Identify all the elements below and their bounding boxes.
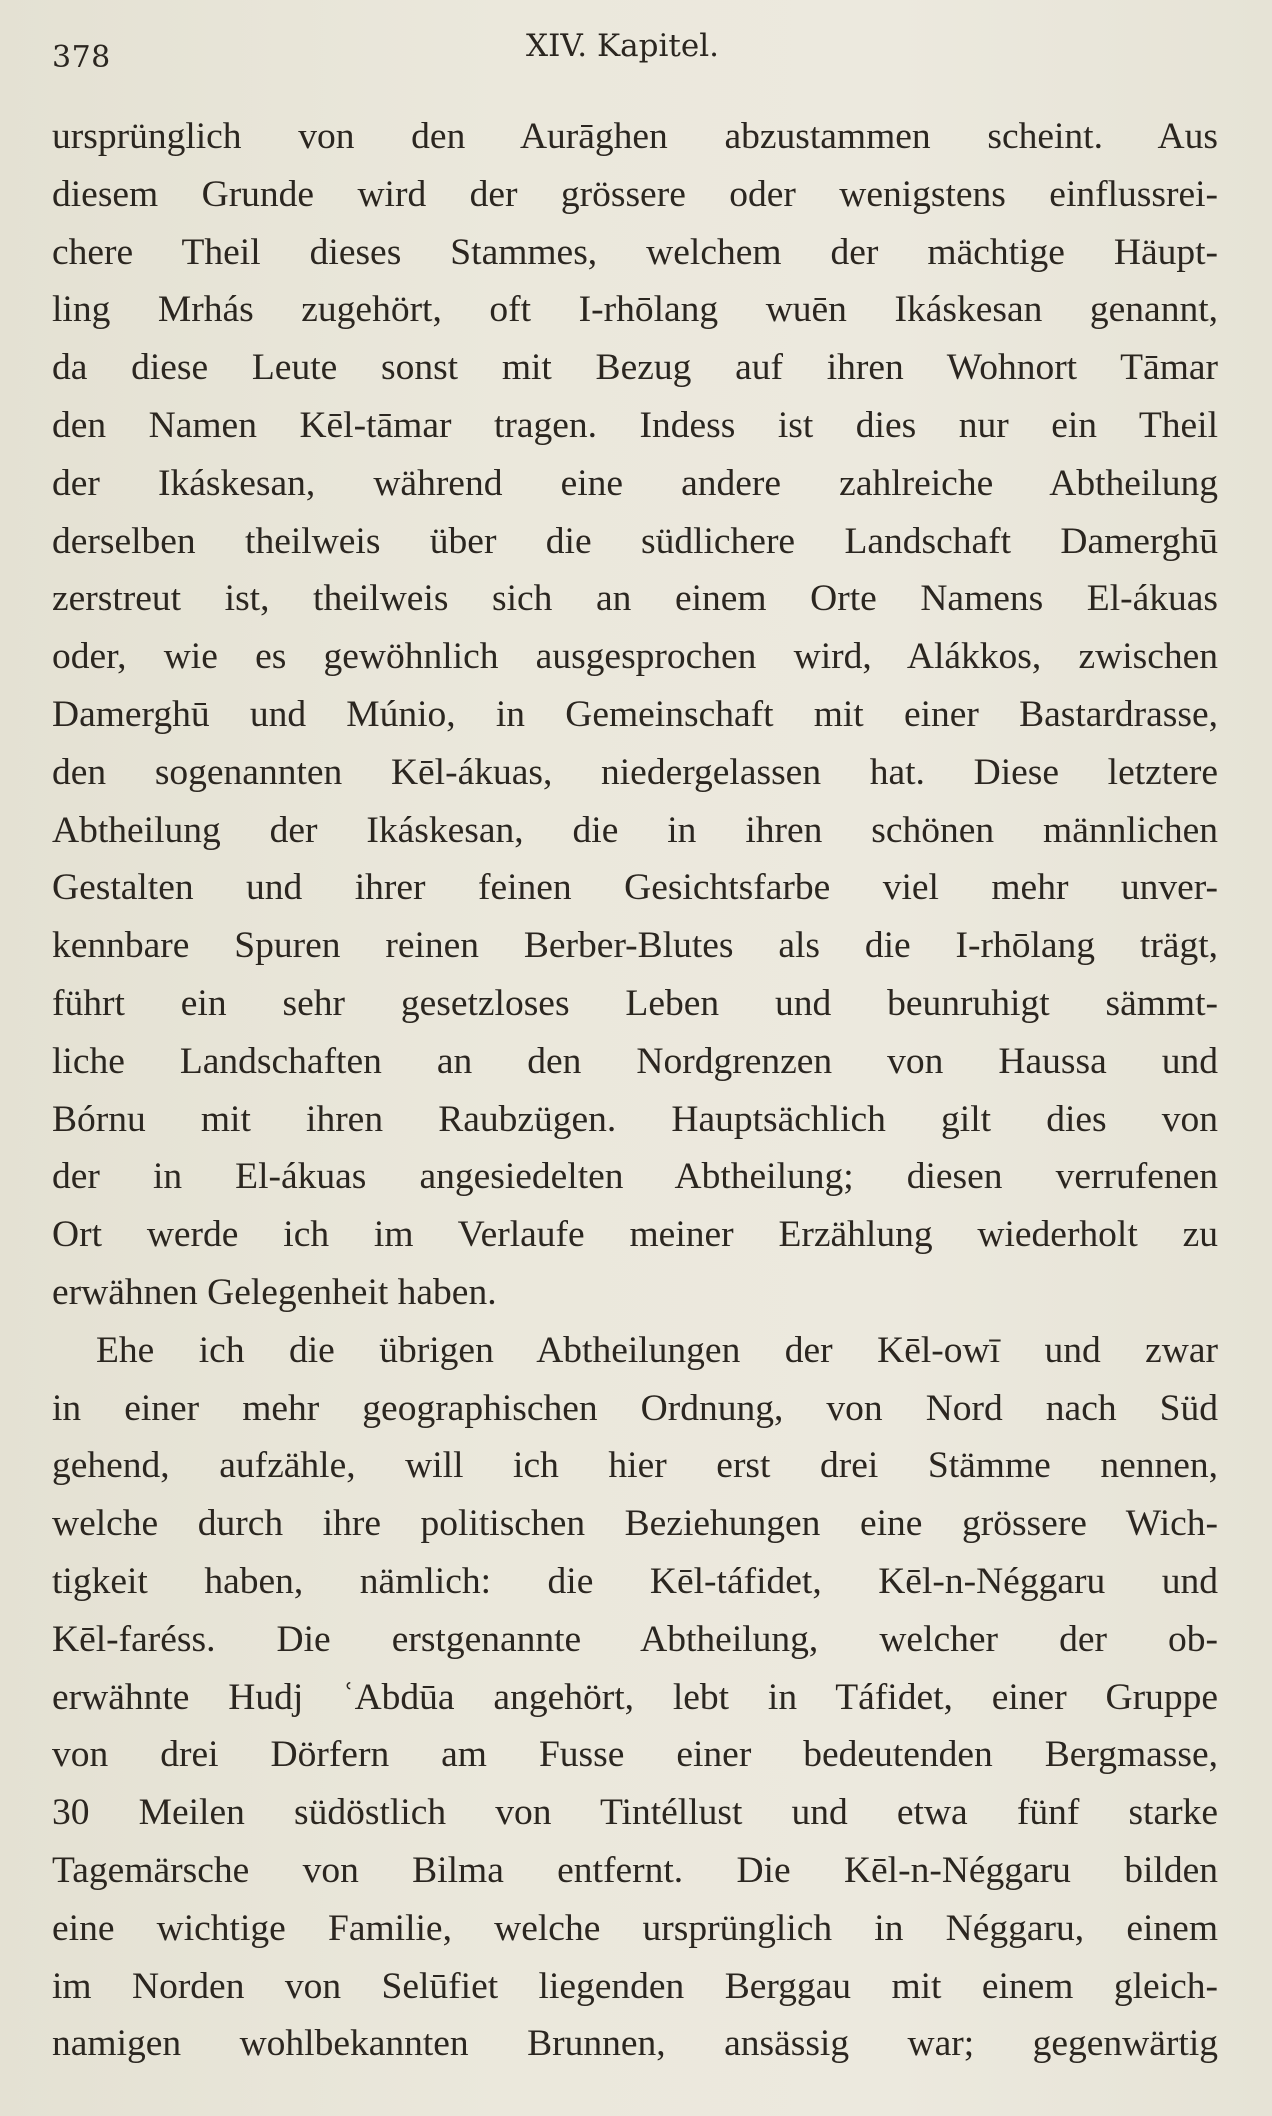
text-line: Tagemärsche von Bilma entfernt. Die Kēl-n-Néggaru bilden (52, 1849, 1218, 1891)
text-line: gehend, aufzähle, will ich hier erst drei Stämme nennen, (52, 1445, 1218, 1487)
text-line: liche Landschaften an den Nordgrenzen von Haussa und (52, 1040, 1218, 1082)
text-line: Bórnu mit ihren Raubzügen. Hauptsächlich gilt dies von (52, 1098, 1218, 1140)
text-line: welche durch ihre politischen Beziehungen eine grössere Wich- (52, 1503, 1218, 1545)
text-line: den Namen Kēl-tāmar tragen. Indess ist dies nur ein Theil (52, 404, 1218, 446)
text-line: ling Mrhás zugehört, oft I-rhōlang wuēn Ikáskesan genannt, (52, 289, 1218, 331)
body-text (52, 108, 1218, 2073)
text-line: Kēl-faréss. Die erstgenannte Abtheilung, welcher der ob- (52, 1618, 1218, 1660)
text-line: von drei Dörfern am Fusse einer bedeutenden Bergmasse, (52, 1734, 1218, 1776)
running-head: XIV. Kapitel. (526, 28, 719, 64)
paragraph-container (52, 108, 1218, 2073)
text-line: diesem Grunde wird der grössere oder wenigstens einflussrei- (52, 173, 1218, 215)
text-line: Gestalten und ihrer feinen Gesichtsfarbe viel mehr unver- (52, 867, 1218, 909)
paragraph (52, 108, 1218, 1322)
text-line: 30 Meilen südöstlich von Tintéllust und etwa fünf starke (52, 1792, 1218, 1834)
page-header (52, 28, 1224, 78)
paragraph (52, 1322, 1218, 2073)
text-line: kennbare Spuren reinen Berber-Blutes als die I-rhōlang trägt, (52, 925, 1218, 967)
text-line: Ort werde ich im Verlaufe meiner Erzählung wiederholt zu (52, 1214, 1218, 1256)
text-line: zerstreut ist, theilweis sich an einem Orte Namens El-ákuas (52, 578, 1218, 620)
text-line: erwähnte Hudj ʿAbdūa angehört, lebt in Táfidet, einer Gruppe (52, 1676, 1218, 1718)
text-line: tigkeit haben, nämlich: die Kēl-táfidet, Kēl-n-Néggaru und (52, 1560, 1218, 1602)
text-line: eine wichtige Familie, welche ursprünglich in Néggaru, einem (52, 1907, 1218, 1949)
text-line: den sogenannten Kēl-ákuas, niedergelassen hat. Diese letztere (52, 751, 1218, 793)
text-line: erwähnen Gelegenheit haben. (52, 1271, 497, 1313)
text-line: im Norden von Selūfiet liegenden Berggau mit einem gleich- (52, 1965, 1218, 2007)
text-line: ursprünglich von den Aurāghen abzustammen scheint. Aus (52, 116, 1218, 157)
text-line: oder, wie es gewöhnlich ausgesprochen wird, Alákkos, zwischen (52, 636, 1218, 678)
page-number: 378 (52, 40, 111, 75)
text-line: Ehe ich die übrigen Abtheilungen der Kēl-owī und zwar (96, 1329, 1218, 1371)
text-line: derselben theilweis über die südlichere Landschaft Damerghū (52, 520, 1218, 562)
text-line: Damerghū und Múnio, in Gemeinschaft mit einer Bastardrasse, (52, 693, 1218, 735)
text-line: der Ikáskesan, während eine andere zahlreiche Abtheilung (52, 462, 1218, 504)
text-line: da diese Leute sonst mit Bezug auf ihren Wohnort Tāmar (52, 347, 1218, 389)
text-line: der in El-ákuas angesiedelten Abtheilung; diesen verrufenen (52, 1156, 1218, 1198)
text-line: chere Theil dieses Stammes, welchem der mächtige Häupt- (52, 231, 1218, 273)
text-line: namigen wohlbekannten Brunnen, ansässig war; gegenwärtig (52, 2023, 1218, 2065)
text-line: führt ein sehr gesetzloses Leben und beunruhigt sämmt- (52, 982, 1218, 1024)
text-line: Abtheilung der Ikáskesan, die in ihren schönen männlichen (52, 809, 1218, 851)
text-line: in einer mehr geographischen Ordnung, von Nord nach Süd (52, 1387, 1218, 1429)
